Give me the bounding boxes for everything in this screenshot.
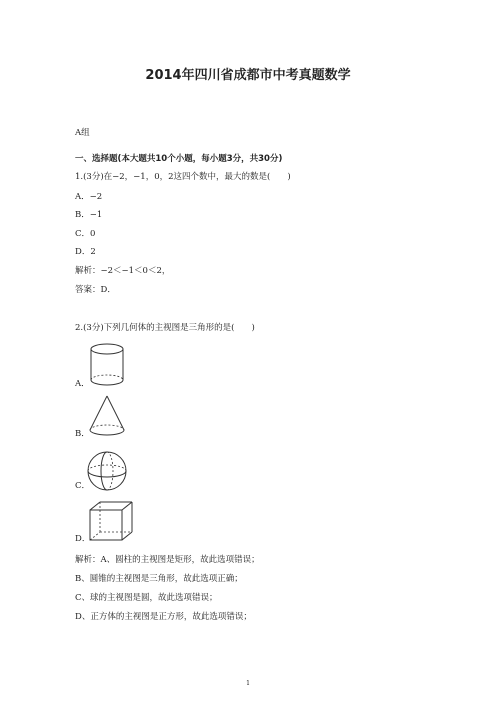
q2-option-d: D．	[75, 534, 91, 544]
q1-option-a: A．−2	[75, 192, 103, 202]
q2-option-b: B．	[75, 429, 90, 439]
cone-icon	[85, 392, 129, 440]
q2-analysis-a: 解析：A、圆柱的主视图是矩形，故此选项错误；	[75, 555, 260, 565]
q2-option-a: A．	[75, 379, 90, 389]
document-title: 2014年四川省成都市中考真题数学	[145, 68, 351, 83]
group-label: A组	[75, 128, 90, 138]
q2-analysis-c: C、球的主视图是圆，故此选项错误；	[75, 593, 218, 603]
cylinder-icon	[85, 340, 129, 390]
q1-analysis: 解析：−2＜−1＜0＜2，	[75, 266, 171, 276]
q1-stem: 1.(3分)在−2，−1，0，2这四个数中，最大的数是( )	[75, 172, 291, 182]
page-number: 1	[246, 680, 250, 687]
q1-option-c: C．0	[75, 229, 96, 239]
q1-option-d: D．2	[75, 247, 96, 257]
q1-answer: 答案：D．	[75, 285, 116, 295]
q2-option-c: C．	[75, 481, 91, 491]
q2-stem: 2.(3分)下列几何体的主视图是三角形的是( )	[75, 323, 255, 333]
sphere-icon	[85, 448, 129, 494]
q1-option-b: B．−1	[75, 210, 103, 220]
q2-analysis-d: D、正方体的主视图是正方形，故此选项错误；	[75, 612, 252, 622]
q2-analysis-b: B、圆锥的主视图是三角形，故此选项正确；	[75, 574, 243, 584]
cube-icon	[85, 498, 135, 544]
section-heading: 一、选择题(本大题共10个小题，每小题3分，共30分)	[75, 154, 283, 164]
